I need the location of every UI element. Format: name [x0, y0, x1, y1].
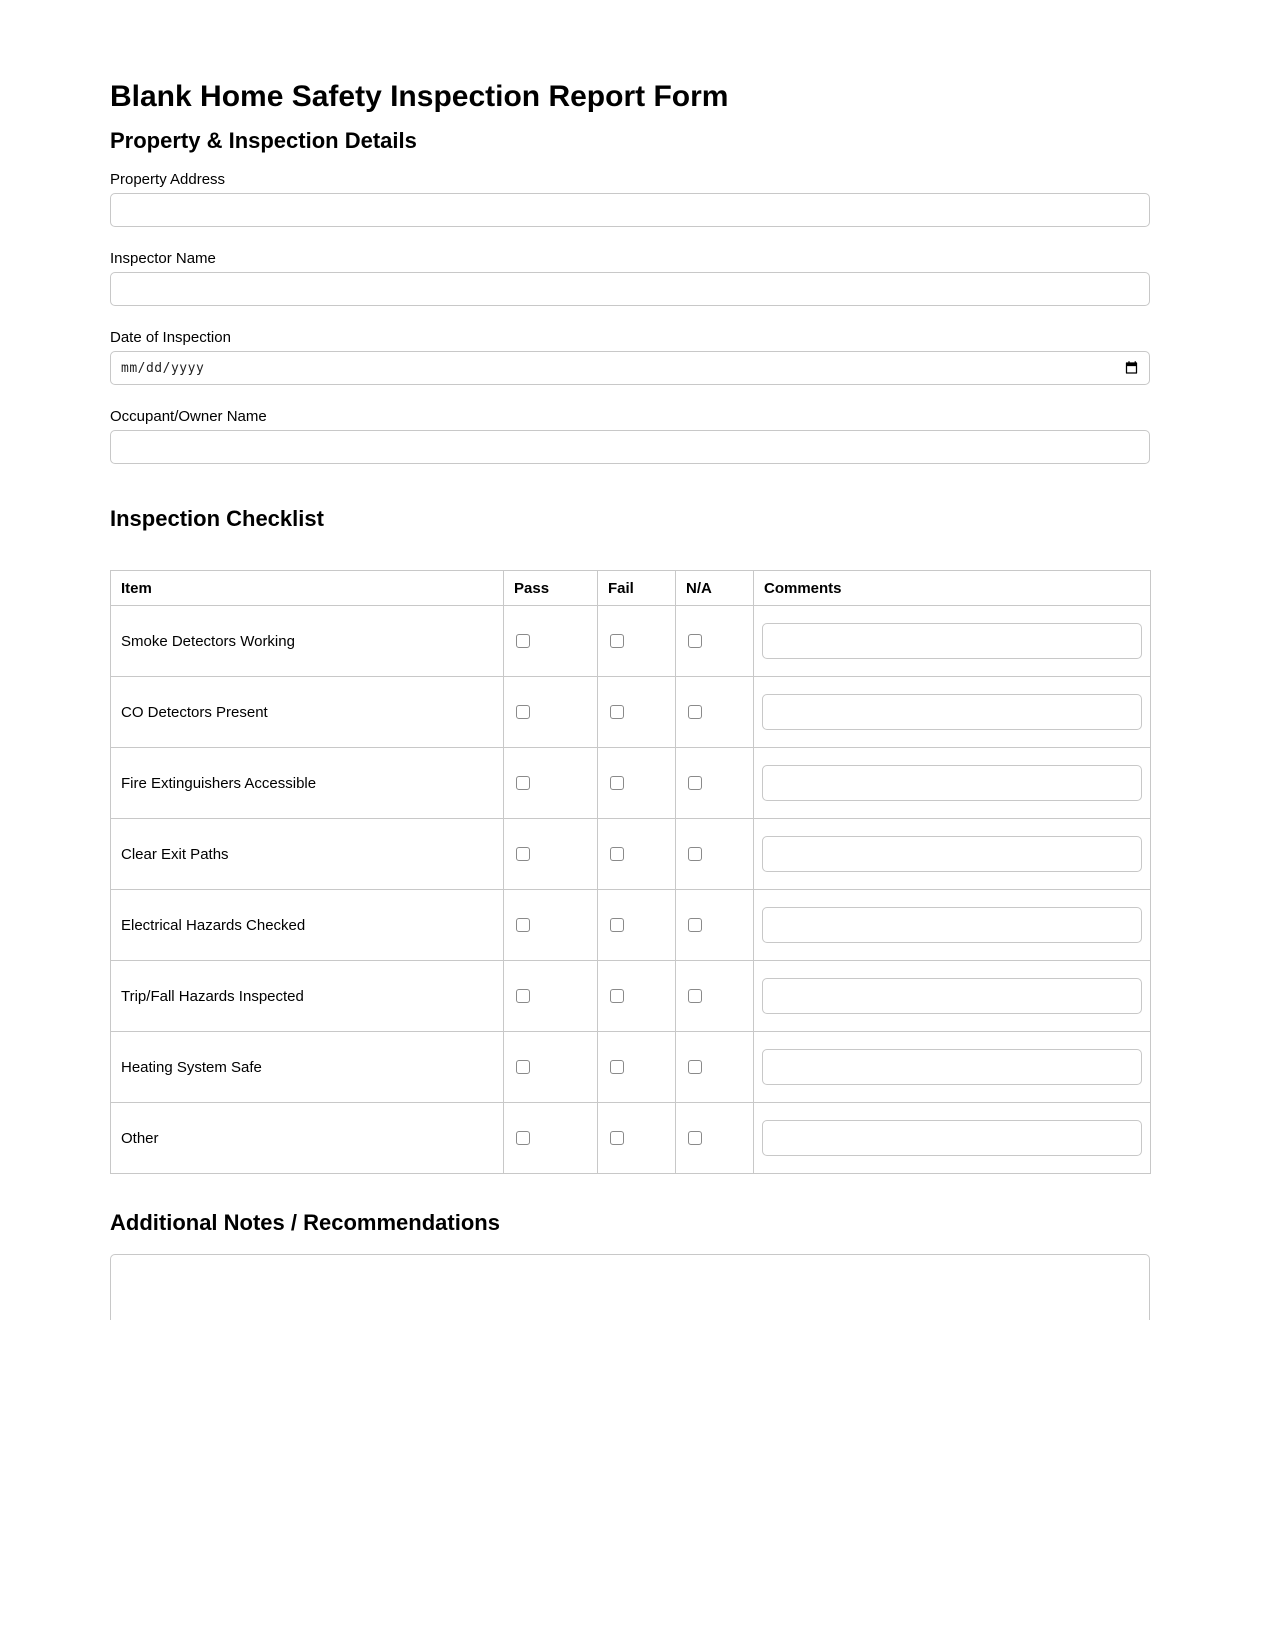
na-checkbox[interactable] — [688, 1060, 702, 1074]
field-occupant-owner-name — [110, 408, 1150, 464]
item-label: Clear Exit Paths — [111, 819, 504, 890]
pass-checkbox[interactable] — [516, 776, 530, 790]
column-header-item: Item — [111, 571, 504, 606]
item-label: Trip/Fall Hazards Inspected — [111, 961, 504, 1032]
pass-checkbox[interactable] — [516, 705, 530, 719]
occupant-owner-name-label: Occupant/Owner Name — [110, 408, 267, 425]
property-details-section — [110, 128, 1150, 464]
fail-checkbox[interactable] — [610, 776, 624, 790]
comment-input[interactable] — [762, 765, 1142, 801]
additional-notes-section — [110, 1210, 1150, 1320]
item-label: Other — [111, 1103, 504, 1174]
na-checkbox[interactable] — [688, 989, 702, 1003]
item-label: Smoke Detectors Working — [111, 606, 504, 677]
table-row — [111, 677, 1151, 748]
date-of-inspection-input[interactable] — [110, 351, 1150, 385]
na-checkbox[interactable] — [688, 1131, 702, 1145]
comment-input[interactable] — [762, 1049, 1142, 1085]
property-details-heading: Property & Inspection Details — [110, 128, 417, 153]
table-row — [111, 890, 1151, 961]
pass-checkbox[interactable] — [516, 847, 530, 861]
na-checkbox[interactable] — [688, 847, 702, 861]
comment-input[interactable] — [762, 978, 1142, 1014]
inspection-checklist-heading: Inspection Checklist — [110, 506, 324, 531]
comment-input[interactable] — [762, 836, 1142, 872]
field-property-address — [110, 171, 1150, 227]
notes-textarea[interactable] — [110, 1254, 1150, 1320]
pass-checkbox[interactable] — [516, 1131, 530, 1145]
table-row — [111, 606, 1151, 677]
property-address-label: Property Address — [110, 171, 226, 188]
inspector-name-input[interactable] — [110, 272, 1150, 306]
additional-notes-heading: Additional Notes / Recommendations — [110, 1210, 500, 1235]
calendar-icon[interactable] — [1124, 360, 1139, 376]
table-header-row — [111, 571, 1151, 606]
na-checkbox[interactable] — [688, 776, 702, 790]
inspector-name-label: Inspector Name — [110, 250, 216, 267]
property-address-input[interactable] — [110, 193, 1150, 227]
date-placeholder: mm/dd/yyyy — [121, 360, 205, 376]
table-row — [111, 748, 1151, 819]
table-row — [111, 961, 1151, 1032]
fail-checkbox[interactable] — [610, 847, 624, 861]
item-label: Heating System Safe — [111, 1032, 504, 1103]
fail-checkbox[interactable] — [610, 1060, 624, 1074]
field-inspector-name — [110, 250, 1150, 306]
occupant-owner-name-input[interactable] — [110, 430, 1150, 464]
fail-checkbox[interactable] — [610, 634, 624, 648]
comment-input[interactable] — [762, 907, 1142, 943]
pass-checkbox[interactable] — [516, 918, 530, 932]
table-row — [111, 1103, 1151, 1174]
inspection-checklist-table — [110, 570, 1151, 1174]
fail-checkbox[interactable] — [610, 989, 624, 1003]
item-label: CO Detectors Present — [111, 677, 504, 748]
column-header-pass: Pass — [504, 571, 598, 606]
notes-textarea-clip — [110, 1254, 1150, 1320]
item-label: Fire Extinguishers Accessible — [111, 748, 504, 819]
comment-input[interactable] — [762, 1120, 1142, 1156]
comment-input[interactable] — [762, 623, 1142, 659]
field-date-of-inspection — [110, 329, 1150, 385]
fail-checkbox[interactable] — [610, 705, 624, 719]
pass-checkbox[interactable] — [516, 989, 530, 1003]
form-page — [110, 0, 1150, 1320]
pass-checkbox[interactable] — [516, 1060, 530, 1074]
na-checkbox[interactable] — [688, 705, 702, 719]
inspection-checklist-section — [110, 506, 1150, 1174]
fail-checkbox[interactable] — [610, 918, 624, 932]
column-header-na: N/A — [676, 571, 754, 606]
column-header-fail: Fail — [598, 571, 676, 606]
na-checkbox[interactable] — [688, 918, 702, 932]
comment-input[interactable] — [762, 694, 1142, 730]
table-row — [111, 1032, 1151, 1103]
column-header-comments: Comments — [754, 571, 1151, 606]
fail-checkbox[interactable] — [610, 1131, 624, 1145]
page-title: Blank Home Safety Inspection Report Form — [110, 80, 729, 113]
table-row — [111, 819, 1151, 890]
item-label: Electrical Hazards Checked — [111, 890, 504, 961]
na-checkbox[interactable] — [688, 634, 702, 648]
pass-checkbox[interactable] — [516, 634, 530, 648]
date-of-inspection-label: Date of Inspection — [110, 329, 231, 346]
